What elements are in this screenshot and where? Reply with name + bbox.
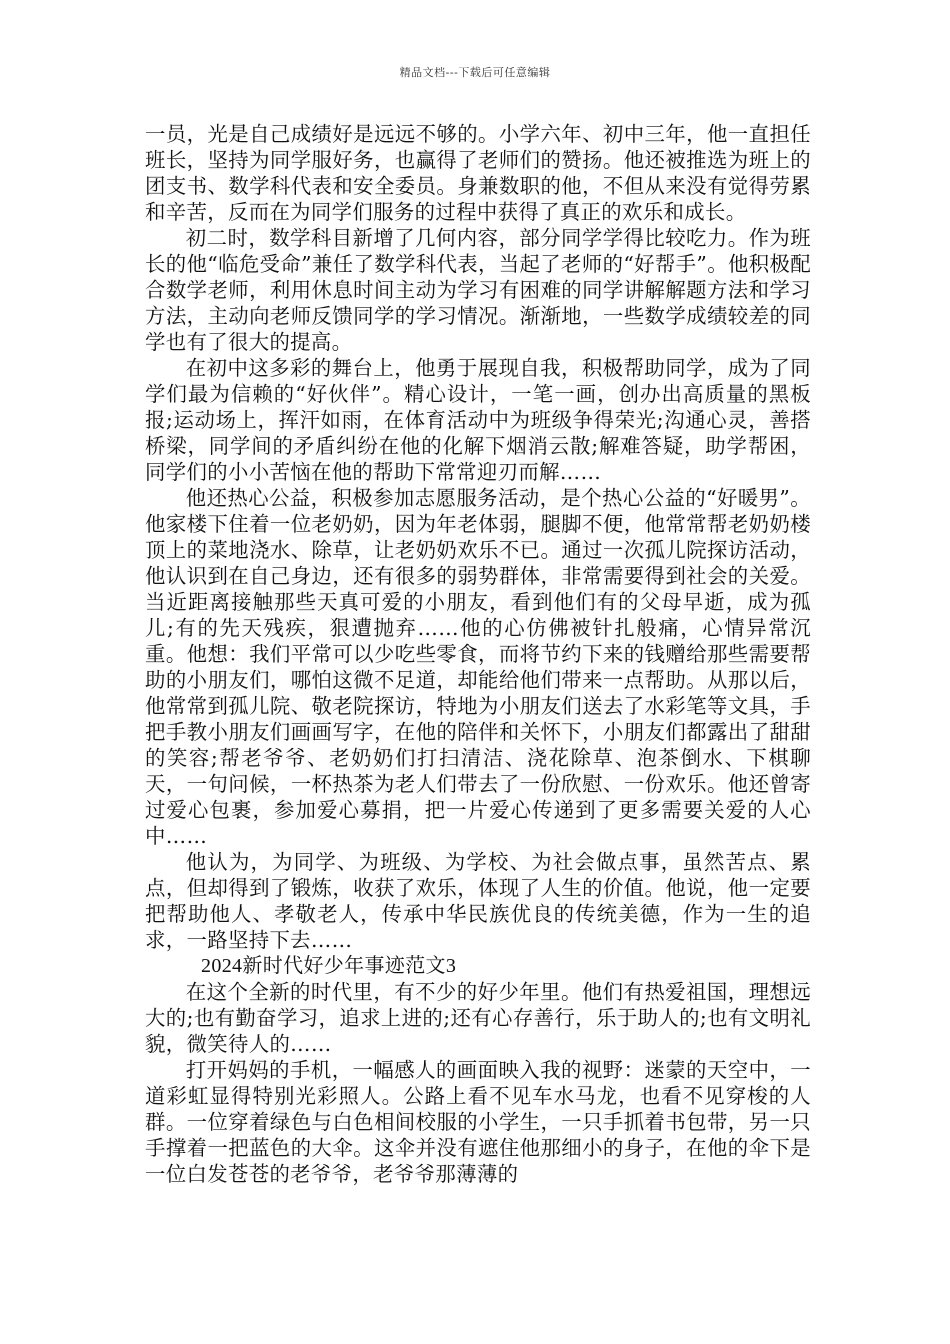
- paragraph: 打开妈妈的手机，一幅感人的画面映入我的视野：迷蒙的天空中，一道彩虹显得特别光彩照人。公路上看不见车水马龙，也看不见穿梭的人群。一位穿着绿色与白色相间校服的小学生，一只手抓着书包带，另一只手撑着一把蓝色的大伞。这伞并没有遮住他那细小的身子，在他的伞下是一位白发苍苍的老爷爷，老爷爷那薄薄的: [145, 1058, 811, 1186]
- section-heading: 2024新时代好少年事迹范文3: [201, 955, 457, 977]
- paragraph-continued: 一员，光是自己成绩好是远远不够的。小学六年、初中三年，他一直担任班长，坚持为同学服好务，也赢得了老师们的赞扬。他还被推选为班上的团支书、数学科代表和安全委员。身兼数职的他，不但从来没有觉得劳累和辛苦，反而在为同学们服务的过程中获得了真正的欢乐和成长。: [145, 122, 811, 224]
- paragraph: 在初中这多彩的舞台上，他勇于展现自我，积极帮助同学，成为了同学们最为信赖的“好伙伴”。精心设计，一笔一画，创办出高质量的黑板报;运动场上，挥汗如雨，在体育活动中为班级争得荣光;沟通心灵，善搭桥梁，同学间的矛盾纠纷在他的化解下烟消云散;解难答疑，助学帮困，同学们的小小苦恼在他的帮助下常常迎刃而解……: [145, 356, 811, 484]
- paragraph: 他还热心公益，积极参加志愿服务活动，是个热心公益的“好暖男”。他家楼下住着一位老奶奶，因为年老体弱，腿脚不便，他常常帮老奶奶楼顶上的菜地浇水、除草，让老奶奶欢乐不已。通过一次孤儿院探访活动，他认识到在自己身边，还有很多的弱势群体，非常需要得到社会的关爱。当近距离接触那些天真可爱的小朋友，看到他们有的父母早逝，成为孤儿;有的先天残疾，狠遭抛弃……他的心仿佛被针扎般痛，心情异常沉重。他想：我们平常可以少吃些零食，而将节约下来的钱赠给那些需要帮助的小朋友们，哪怕这微不足道，却能给他们带来一点帮助。从那以后，他常常到孤儿院、敬老院探访，特地为小朋友们送去了水彩笔等文具，手把手教小朋友们画画写字，在他的陪伴和关怀下，小朋友们都露出了甜甜的笑容;帮老爷爷、老奶奶们打扫清洁、浇花除草、泡茶倒水、下棋聊天，一句问候，一杯热茶为老人们带去了一份欣慰、一份欢乐。他还曾寄过爱心包裹，参加爱心募捐，把一片爱心传递到了更多需要关爱的人心中……: [145, 486, 811, 848]
- document-body: [145, 121, 811, 1187]
- page-header: 精品文档---下载后可任意编辑: [399, 66, 551, 79]
- paragraph: 初二时，数学科目新增了几何内容，部分同学学得比较吃力。作为班长的他“临危受命”兼任了数学科代表，当起了老师的“好帮手”。他积极配合数学老师，利用休息时间主动为学习有困难的同学讲解解题方法和学习方法，主动向老师反馈同学的学习情况。渐渐地，一些数学成绩较差的同学也有了很大的提高。: [145, 226, 811, 354]
- paragraph: 他认为，为同学、为班级、为学校、为社会做点事，虽然苦点、累点，但却得到了锻炼，收获了欢乐，体现了人生的价值。他说，他一定要把帮助他人、孝敬老人，传承中华民族优良的传统美德，作为一生的追求，一路坚持下去……: [145, 850, 811, 952]
- paragraph: 在这个全新的时代里，有不少的好少年里。他们有热爱祖国，理想远大的;也有勤奋学习，追求上进的;还有心存善行，乐于助人的;也有文明礼貌，微笑待人的……: [145, 980, 811, 1056]
